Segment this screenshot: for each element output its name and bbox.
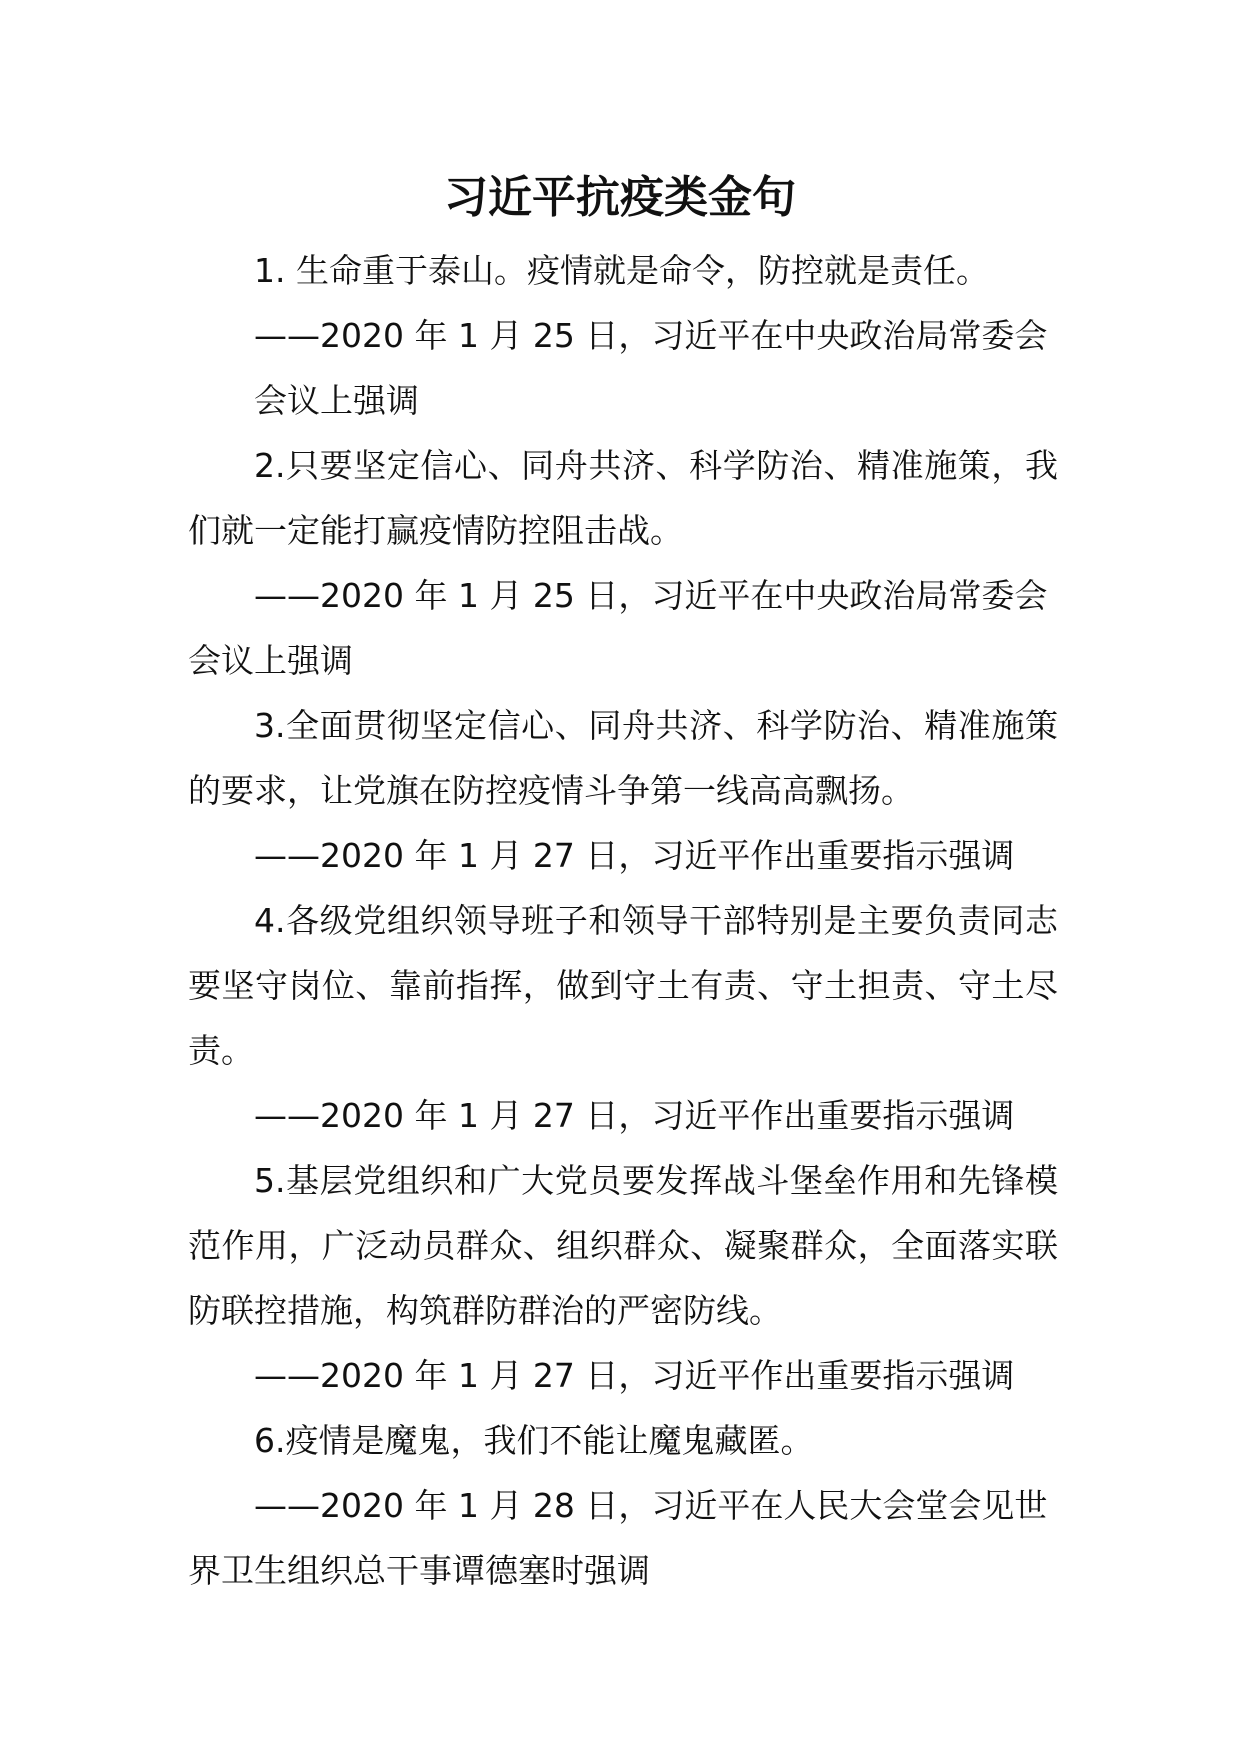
quote-6: 6.疫情是魔鬼，我们不能让魔鬼藏匿。 [254, 1421, 814, 1460]
quote-1: 1. 生命重于泰山。疫情就是命令，防控就是责任。 [254, 251, 989, 290]
attribution-2: ——2020 年 1 月 25 日，习近平在中央政治局常委会会议上强调 [188, 576, 1048, 680]
attribution-6: ——2020 年 1 月 28 日，习近平在人民大会堂会见世界卫生组织总干事谭德塞时强调 [188, 1486, 1048, 1590]
quote-4: 4.各级党组织领导班子和领导干部特别是主要负责同志要坚守岗位、靠前指挥，做到守土有责、守土担责、守土尽责。 [188, 901, 1058, 1070]
quote-3: 3.全面贯彻坚定信心、同舟共济、科学防治、精准施策的要求，让党旗在防控疫情斗争第一线高高飘扬。 [188, 706, 1058, 810]
quote-2: 2.只要坚定信心、同舟共济、科学防治、精准施策，我们就一定能打赢疫情防控阻击战。 [188, 446, 1058, 550]
attribution-4: ——2020 年 1 月 27 日，习近平作出重要指示强调 [254, 1096, 1015, 1135]
document-title: 习近平抗疫类金句 [444, 172, 796, 223]
attribution-3: ——2020 年 1 月 27 日，习近平作出重要指示强调 [254, 836, 1015, 875]
attribution-1 [188, 303, 1058, 433]
attribution-1-line: ——2020 年 1 月 25 日，习近平在中央政治局常委会 [254, 316, 1048, 355]
attribution-5: ——2020 年 1 月 27 日，习近平作出重要指示强调 [254, 1356, 1015, 1395]
attribution-1-tail: 会议上强调 [254, 381, 419, 420]
quote-5: 5.基层党组织和广大党员要发挥战斗堡垒作用和先锋模范作用，广泛动员群众、组织群众、凝聚群众，全面落实联防联控措施，构筑群防群治的严密防线。 [188, 1161, 1058, 1330]
document-body [188, 238, 1058, 1603]
